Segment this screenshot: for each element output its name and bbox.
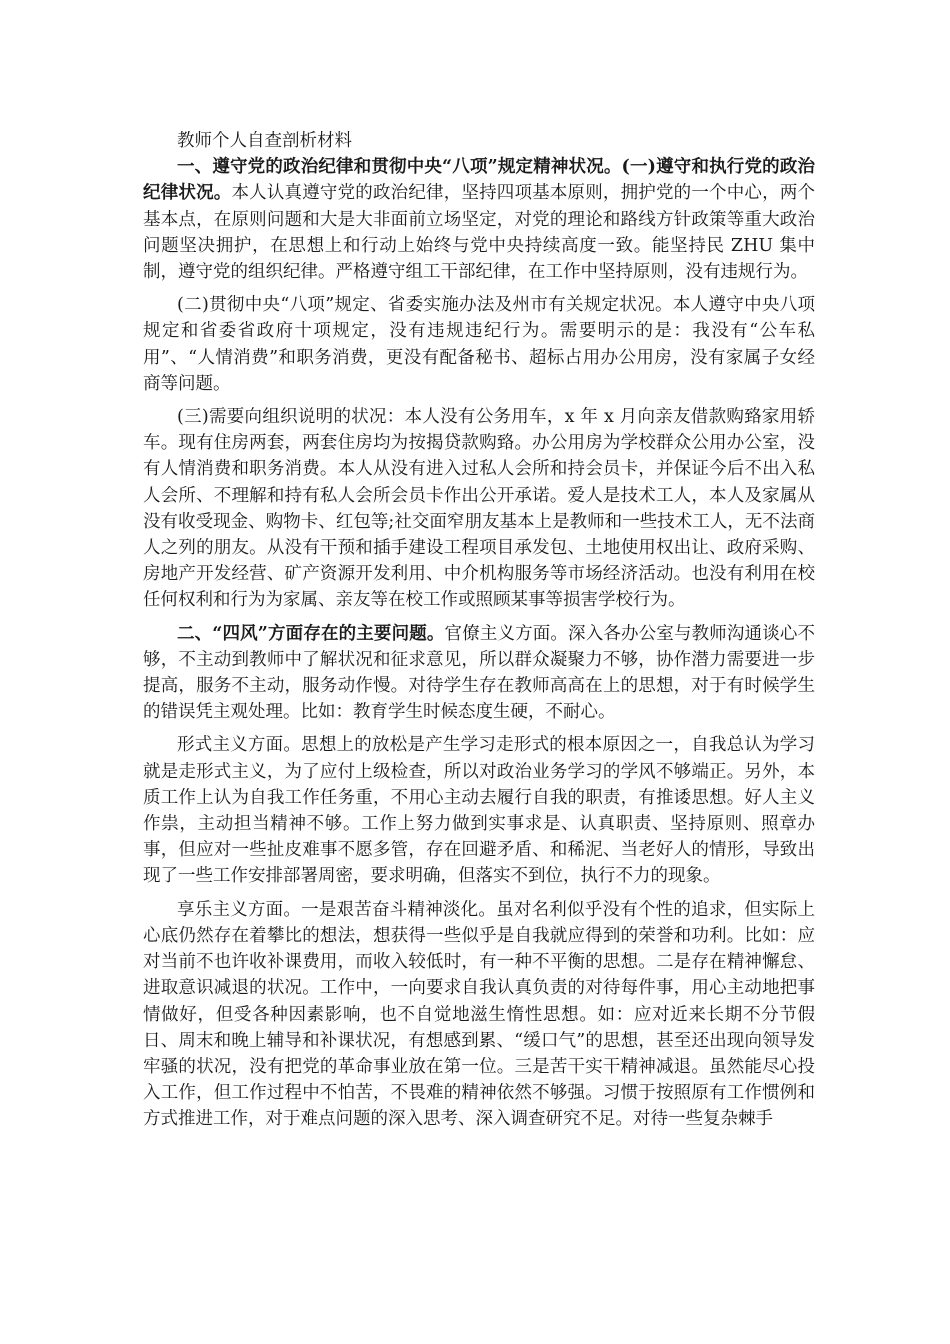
paragraph-section-3 xyxy=(143,404,815,614)
paragraph-section-4 xyxy=(143,621,815,726)
section-body: 官僚主义方面。深入各办公室与教师沟通谈心不够，不主动到教师中了解状况和征求意见，所以群众凝聚力不够，协作潜力需要进一步提高，服务不主动，服务动作慢。对待学生存在教师高高在上的思想，对于有时候学生的错误凭主观处理。比如：教育学生时候态度生硬，不耐心。 xyxy=(143,623,815,723)
section-body: (二)贯彻中央“八项”规定、省委实施办法及州市有关规定状况。本人遵守中央八项规定和省委省政府十项规定，没有违规违纪行为。需要明示的是：我没有“公车私用”、“人情消费”和职务消费，更没有配备秘书、超标占用办公用房，没有家属子女经商等问题。 xyxy=(143,295,815,394)
section-heading: 一、遵守党的政治纪律和贯彻中央“八项”规定精神状况。(一)遵守和执行党的政治纪律状况。 xyxy=(143,157,815,204)
paragraph-section-5 xyxy=(143,732,815,889)
section-body: 本人认真遵守党的政治纪律，坚持四项基本原则，拥护党的一个中心，两个基本点，在原则问题和大是大非面前立场坚定，对党的理论和路线方针政策等重大政治问题坚决拥护，在思想上和行动上始终与党中央持续高度一致。能坚持民 ZHU 集中制，遵守党的组织纪律。严格遵守组工干部纪律，在工作中坚持原则，没有违规行为。 xyxy=(143,183,816,283)
section-heading: 二、“四风”方面存在的主要问题。 xyxy=(177,623,445,644)
section-body: 形式主义方面。思想上的放松是产生学习走形式的根本原因之一，自我总认为学习就是走形式主义，为了应付上级检查，所以对政治业务学习的学风不够端正。另外，本质工作上认为自我工作任务重，不用心主动去履行自我的职责，有推诿思想。好人主义作祟，主动担当精神不够。工作上努力做到实事求是、认真职责、坚持原则、照章办事，但应对一些扯皮难事不愿多管，存在回避矛盾、和稀泥、当老好人的情形，导致出现了一些工作安排部署周密，要求明确，但落实不到位，执行不力的现象。 xyxy=(143,735,815,887)
section-body: (三)需要向组织说明的状况：本人没有公务用车，x 年 x 月向亲友借款购臵家用轿车。现有住房两套，两套住房均为按揭贷款购臵。办公用房为学校群众公用办公室，没有人情消费和职务消费。本人从没有进入过私人会所和持会员卡，并保证今后不出入私人会所、不理解和持有私人会所会员卡作出公开承诺。爱人是技术工人，本人及家属从没有收受现金、购物卡、红包等;社交面窄朋友基本上是教师和一些技术工人，无不法商人之列的朋友。从没有干预和插手建设工程项目承发包、土地使用权出让、政府采购、房地产开发经营、矿产资源开发利用、中介机构服务等市场经济活动。也没有利用在校任何权利和行为为家属、亲友等在校工作或照顾某事等损害学校行为。 xyxy=(143,407,815,611)
paragraph-section-1 xyxy=(143,154,815,285)
paragraph-section-2 xyxy=(143,292,815,397)
section-body: 享乐主义方面。一是艰苦奋斗精神淡化。虽对名利似乎没有个性的追求，但实际上心底仍然存在着攀比的想法，想获得一些似乎是自我就应得到的荣誉和功利。比如：应对当前不也许收补课费用，而收入较低时，有一种不平衡的思想。二是存在精神懈怠、进取意识减退的状况。工作中，一向要求自我认真负责的对待每件事，用心主动地把事情做好，但受各种因素影响，也不自觉地滋生惰性思想。如：应对近来长期不分节假日、周末和晚上辅导和补课状况，有想感到累、“缓口气”的思想，甚至还出现向领导发牢骚的状况，没有把党的革命事业放在第一位。三是苦干实干精神减退。虽然能尽心投入工作，但工作过程中不怕苦，不畏难的精神依然不够强。习惯于按照原有工作惯例和方式推进工作，对于难点问题的深入思考、深入调查研究不足。对待一些复杂棘手 xyxy=(143,899,815,1130)
document-body xyxy=(143,128,815,1140)
document-title: 教师个人自查剖析材料 xyxy=(177,131,352,151)
paragraph-section-6 xyxy=(143,897,815,1133)
